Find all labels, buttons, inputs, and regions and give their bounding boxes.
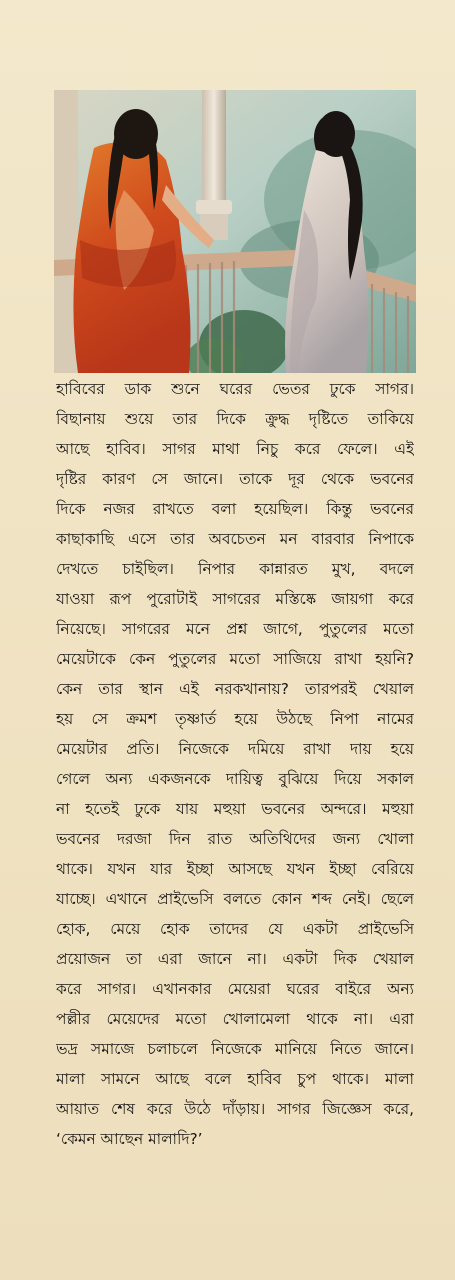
passage-line: দেখতে চাইছিল। নিপার কান্নারত মুখ, বদলে (56, 560, 414, 578)
story-passage (56, 374, 414, 1154)
passage-line: কাছাকাছি এসে তার অবচেতন মন বারবার নিপাকে (56, 530, 414, 548)
passage-line: ভদ্র সমাজে চলাচলে নিজেকে মানিয়ে নিতে জানে। (56, 1040, 414, 1058)
balcony-illustration (54, 90, 416, 373)
passage-line: করে সাগর। এখানকার মেয়েরা ঘরের বাইরে অন্য (56, 980, 414, 998)
passage-line: মালা সামনে আছে বলে হাবিব চুপ থাকে। মালা (56, 1070, 414, 1088)
passage-line: নিয়েছে। সাগরের মনে প্রশ্ন জাগে, পুতুলের মতো (56, 620, 414, 638)
passage-line: থাকে। যখন যার ইচ্ছা আসছে যখন ইচ্ছা বেরিয়ে (56, 860, 414, 878)
pillar-base (196, 200, 232, 214)
passage-line: আয়াত শেষ করে উঠে দাঁড়ায়। সাগর জিজ্ঞেস করে, (56, 1100, 414, 1118)
passage-line: গেলে অন্য একজনকে দায়িত্ব বুঝিয়ে দিয়ে সকাল (56, 770, 414, 788)
passage-line: ‘কেমন আছেন মালাদি?’ (56, 1130, 203, 1148)
passage-line: বিছানায় শুয়ে তার দিকে ক্রুদ্ধ দৃষ্টিতে তাকিয়ে (56, 410, 414, 428)
passage-line: মেয়েটার প্রতি। নিজেকে দমিয়ে রাখা দায় হয়ে (56, 740, 414, 758)
passage-line: হোক, মেয়ে হোক তাদের যে একটা প্রাইভেসি (56, 920, 414, 938)
passage-line: যাচ্ছে। এখানে প্রাইভেসি বলতে কোন শব্দ নেই। ছেলে (56, 890, 414, 908)
watercolor-painting (54, 90, 416, 373)
passage-line: যাওয়া রূপ পুরোটাই সাগরের মস্তিষ্কে জায়গা করে (56, 590, 414, 608)
passage-line: না হতেই ঢুকে যায় মহুয়া ভবনের অন্দরে। মহুয়া (56, 800, 414, 818)
passage-line: পল্লীর মেয়েদের মতো খোলামেলা থাকে না। এরা (56, 1010, 414, 1028)
passage-line: হয় সে ক্রমশ তৃষ্ণার্ত হয়ে উঠছে নিপা নামের (56, 710, 414, 728)
passage-line: দিকে নজর রাখতে বলা হয়েছিল। কিন্তু ভবনের (56, 500, 414, 518)
passage-line: ভবনের দরজা দিন রাত অতিথিদের জন্য খোলা (56, 830, 414, 848)
passage-line: প্রয়োজন তা এরা জানে না। একটা দিক খেয়াল (56, 950, 414, 968)
passage-line: দৃষ্টির কারণ সে জানে। তাকে দূর থেকে ভবনের (56, 470, 414, 488)
passage-line: হাবিবের ডাক শুনে ঘরের ভেতর ঢুকে সাগর। (56, 380, 414, 398)
passage-line: কেন তার স্থান এই নরকখানায়? তারপরই খেয়াল (56, 680, 414, 698)
passage-line: মেয়েটাকে কেন পুতুলের মতো সাজিয়ে রাখা হয়নি? (56, 650, 414, 668)
passage-line: আছে হাবিব। সাগর মাথা নিচু করে ফেলে। এই (56, 440, 414, 458)
